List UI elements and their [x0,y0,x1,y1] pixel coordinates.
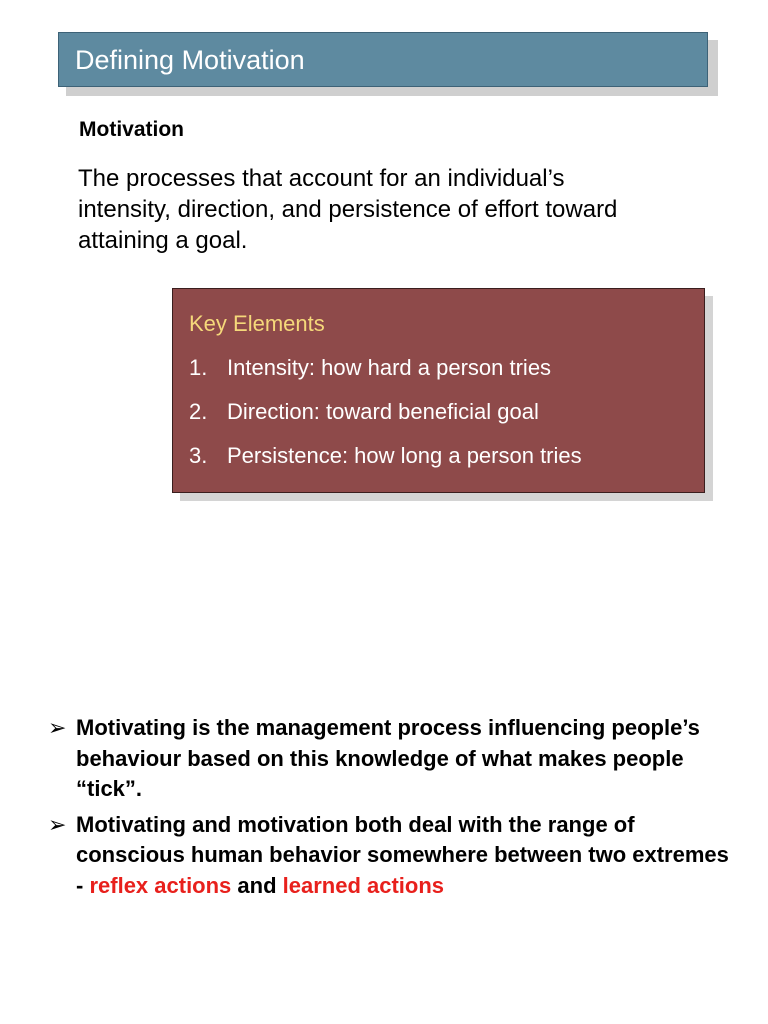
term-heading: Motivation [79,118,184,141]
key-element-number: 2. [189,399,208,424]
definition-text: The processes that account for an individual’s intensity, direction, and persistence of effort toward attaining a goal. [78,165,618,254]
learned-actions-highlight: learned actions [282,872,445,898]
bullet-text: Motivating is the management process influencing people’s behaviour based on this knowledge of what makes people “tick”. [76,715,700,801]
bullet-text: Motivating and motivation both deal with the range of conscious human behavior somewhere between two extremes - [76,811,729,898]
key-elements-box [172,288,705,493]
bullet-item [48,810,738,902]
key-element-number: 1. [189,355,208,380]
arrow-bullet-icon: ➢ [48,715,67,740]
key-element-text: Direction: toward beneficial goal [227,399,539,424]
key-element-text: Intensity: how hard a person tries [227,355,552,380]
bullet-list [48,713,738,906]
slide-title: Defining Motivation [75,45,305,75]
bullet-item [48,713,738,805]
key-element-text: Persistence: how long a person tries [227,443,582,468]
reflex-actions-highlight: reflex actions [89,872,232,898]
arrow-bullet-icon: ➢ [48,811,67,837]
key-element-item [189,443,582,469]
key-element-item [189,399,539,425]
key-elements-heading: Key Elements [189,311,325,336]
key-element-item [189,355,551,381]
title-bar [58,32,708,87]
key-element-number: 3. [189,443,208,468]
bullet-text-connector: and [231,872,283,898]
